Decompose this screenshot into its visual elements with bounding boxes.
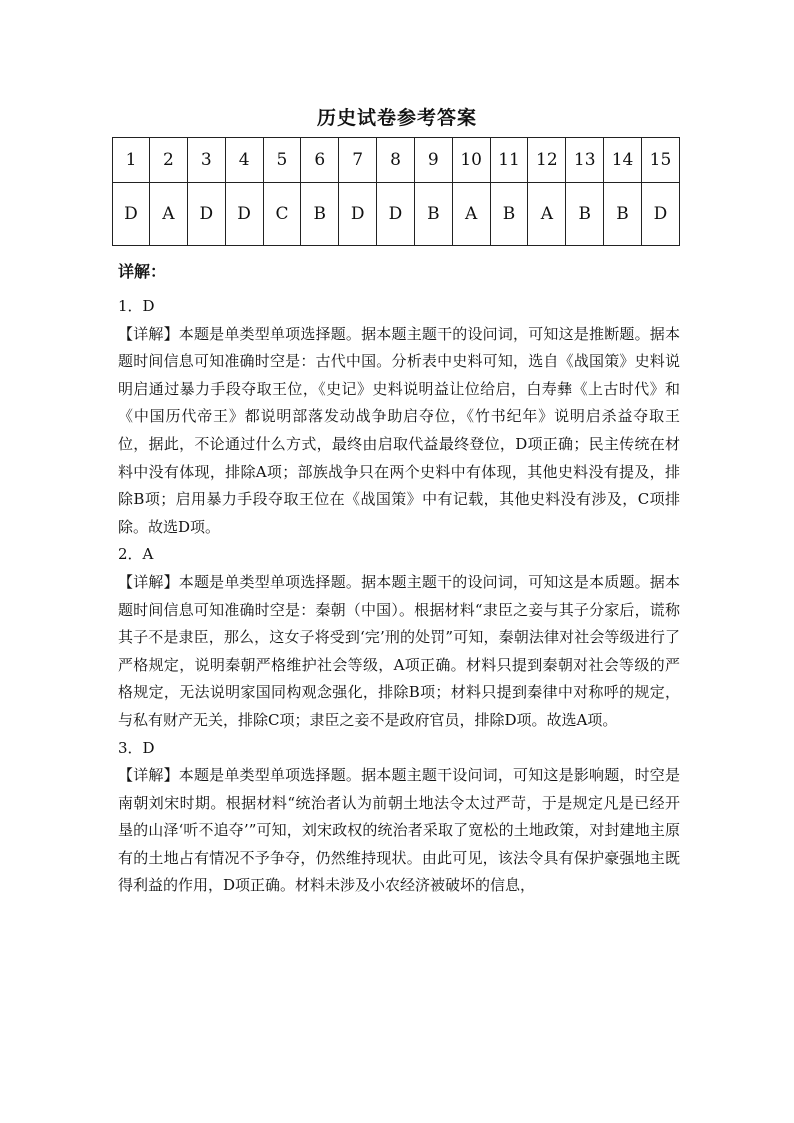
question-3-explanation: 【详解】本题是单类型单项选择题。据本题主题干设问词，可知这是影响题，时空是南朝刘宋时期。根据材料“统治者认为前朝土地法令太过严苛，于是规定凡是已经开垦的山泽‘听不追夺’”可知，刘宋政权的统治者采取了宽松的土地政策，对封建地主原有的土地占有情况不予争夺，仍然维持现状。由此可见，该法令具有保护豪强地主既得利益的作用，D项正确。材料未涉及小农经济被破坏的信息， (118, 766, 680, 895)
question-number-cell: 2 (150, 138, 188, 183)
question-number-cell: 7 (339, 138, 377, 183)
answer-key-cell: B (604, 183, 642, 246)
answer-key-cell: D (225, 183, 263, 246)
question-2-explanation: 【详解】本题是单类型单项选择题。据本题主题干的设问词，可知这是本质题。据本题时间信息可知准确时空是：秦朝（中国）。根据材料“隶臣之妾与其子分家后，谎称其子不是隶臣，那么，这女子将受到‘完’刑的处罚”可知，秦朝法律对社会等级进行了严格规定，说明秦朝严格维护社会等级，A项正确。材料只提到秦朝对社会等级的严格规定，无法说明家国同构观念强化，排除B项；材料只提到秦律中对称呼的规定，与私有财产无关，排除C项；隶臣之妾不是政府官员，排除D项。故选A项。 (118, 572, 680, 729)
answer-key-cell: D (339, 183, 377, 246)
answer-key-cell: A (452, 183, 490, 246)
answer-table-number-row (113, 138, 680, 183)
question-2-label: 2．A (118, 545, 154, 564)
answer-table-answer-row (113, 183, 680, 246)
question-number-cell: 3 (187, 138, 225, 183)
question-number-cell: 1 (113, 138, 150, 183)
question-number-cell: 10 (452, 138, 490, 183)
question-3-label: 3．D (118, 738, 155, 757)
answer-key-cell: B (566, 183, 604, 246)
question-number-cell: 13 (566, 138, 604, 183)
answer-key-cell: A (150, 183, 188, 246)
question-number-cell: 11 (490, 138, 528, 183)
section-label: 详解： (118, 262, 167, 281)
question-number-cell: 12 (528, 138, 566, 183)
answer-key-cell: D (641, 183, 679, 246)
question-number-cell: 6 (301, 138, 339, 183)
answer-key-cell: D (187, 183, 225, 246)
question-1-explanation: 【详解】本题是单类型单项选择题。据本题主题干的设问词，可知这是推断题。据本题时间信息可知准确时空是：古代中国。分析表中史料可知，选自《战国策》史料说明启通过暴力手段夺取王位，《史记》史料说明益让位给启，白寿彝《上古时代》和《中国历代帝王》都说明部落发动战争助启夺位，《竹书纪年》说明启杀益夺取王位，据此，不论通过什么方式，最终由启取代益最终登位，D项正确；民主传统在材料中没有体现，排除A项；部族战争只在两个史料中有体现，其他史料没有提及，排除B项；启用暴力手段夺取王位在《战国策》中有记载，其他史料没有涉及，C项排除。故选D项。 (118, 324, 680, 536)
explanations (118, 293, 680, 900)
answer-key-cell: D (377, 183, 415, 246)
question-number-cell: 5 (263, 138, 301, 183)
question-number-cell: 8 (377, 138, 415, 183)
question-number-cell: 15 (641, 138, 679, 183)
answer-table (112, 137, 680, 246)
answer-key-cell: B (301, 183, 339, 246)
question-number-cell: 14 (604, 138, 642, 183)
answer-key-cell: C (263, 183, 301, 246)
question-1-label: 1．D (118, 297, 155, 315)
answer-key-cell: D (113, 183, 150, 246)
question-number-cell: 4 (225, 138, 263, 183)
page-title: 历史试卷参考答案 (316, 107, 477, 129)
question-number-cell: 9 (414, 138, 452, 183)
answer-key-cell: B (490, 183, 528, 246)
answer-key-cell: B (414, 183, 452, 246)
answer-key-cell: A (528, 183, 566, 246)
